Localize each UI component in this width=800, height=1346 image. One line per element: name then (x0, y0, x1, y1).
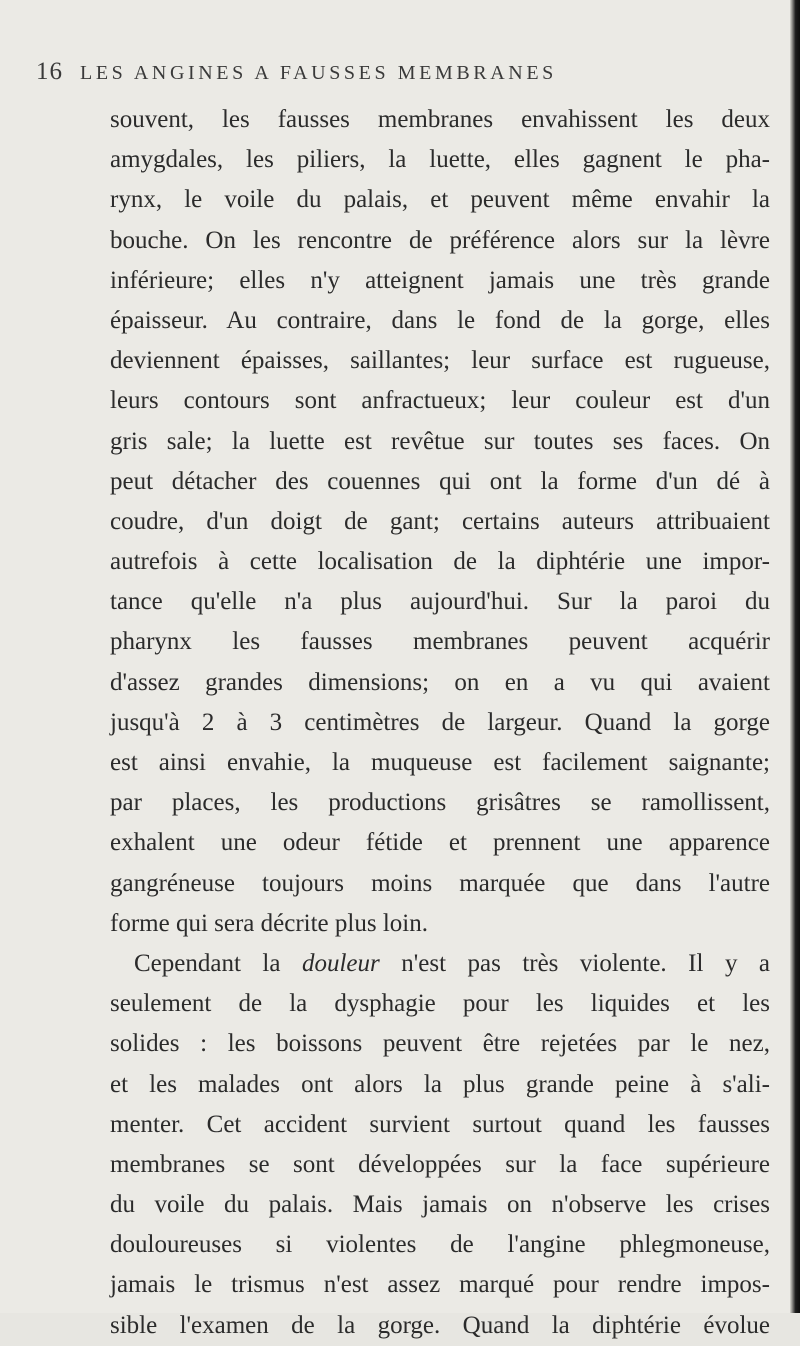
text-line: jamais le trismus n'est assez marqué pour rendre impos- (110, 1271, 770, 1299)
text-line: épaisseur. Au contraire, dans le fond de la gorge, elles (110, 306, 770, 334)
text-line: leurs contours sont anfractueux; leur couleur est d'un (110, 387, 770, 415)
text-line: membranes se sont développées sur la face supérieure (110, 1150, 770, 1178)
text-line: peut détacher des couennes qui ont la forme d'un dé à (110, 467, 770, 495)
text-line: rynx, le voile du palais, et peuvent même envahir la (110, 186, 770, 214)
text-line: sible l'examen de la gorge. Quand la diphtérie évolue (110, 1311, 770, 1339)
text-line: solides : les boissons peuvent être rejetées par le nez, (110, 1030, 770, 1058)
text-line: pharynx les fausses membranes peuvent acquérir (110, 628, 770, 656)
text-segment: n'est pas très violente. Il y a (401, 949, 771, 977)
body-text (110, 100, 770, 1346)
text-line: jusqu'à 2 à 3 centimètres de largeur. Quand la gorge (110, 708, 770, 736)
text-line: par places, les productions grisâtres se ramollissent, (110, 789, 770, 817)
text-line: et les malades ont alors la plus grande peine à s'ali- (110, 1070, 770, 1098)
text-line: gris sale; la luette est revêtue sur toutes ses faces. On (110, 427, 770, 455)
text-line: gangréneuse toujours moins marquée que dans l'autre (110, 869, 770, 897)
text-line: d'assez grandes dimensions; on en a vu qui avaient (110, 668, 770, 696)
emphasized-word: douleur (301, 949, 380, 977)
page-edge-shadow (790, 0, 800, 1313)
text-line: tance qu'elle n'a plus aujourd'hui. Sur la paroi du (110, 588, 770, 616)
text-line: coudre, d'un doigt de gant; certains auteurs attribuaient (110, 507, 770, 535)
paragraph-start-line (110, 944, 770, 984)
text-line: inférieure; elles n'y atteignent jamais une très grande (110, 266, 770, 294)
text-line: du voile du palais. Mais jamais on n'observe les crises (110, 1191, 770, 1219)
page-number: 16 (36, 58, 63, 85)
text-line: deviennent épaisses, saillantes; leur surface est rugueuse, (110, 347, 770, 375)
text-line: est ainsi envahie, la muqueuse est facilement saignante; (110, 749, 770, 776)
paragraph-end-line: forme qui sera décrite plus loin. (110, 909, 428, 937)
text-line: souvent, les fausses membranes envahissent les deux (110, 106, 770, 133)
text-line: douloureuses si violentes de l'angine phlegmoneuse, (110, 1231, 770, 1259)
text-line: exhalent une odeur fétide et prennent une apparence (110, 829, 770, 857)
text-line: menter. Cet accident survient surtout quand les fausses (110, 1110, 770, 1138)
text-line: amygdales, les piliers, la luette, elles gagnent le pha- (110, 146, 770, 174)
text-line: autrefois à cette localisation de la diphtérie une impor- (110, 548, 770, 576)
text-line: bouche. On les rencontre de préférence alors sur la lèvre (110, 226, 770, 254)
text-segment: Cependant la (134, 949, 281, 977)
text-line: seulement de la dysphagie pour les liquides et les (110, 990, 770, 1018)
running-head: LES ANGINES A FAUSSES MEMBRANES (80, 62, 557, 84)
